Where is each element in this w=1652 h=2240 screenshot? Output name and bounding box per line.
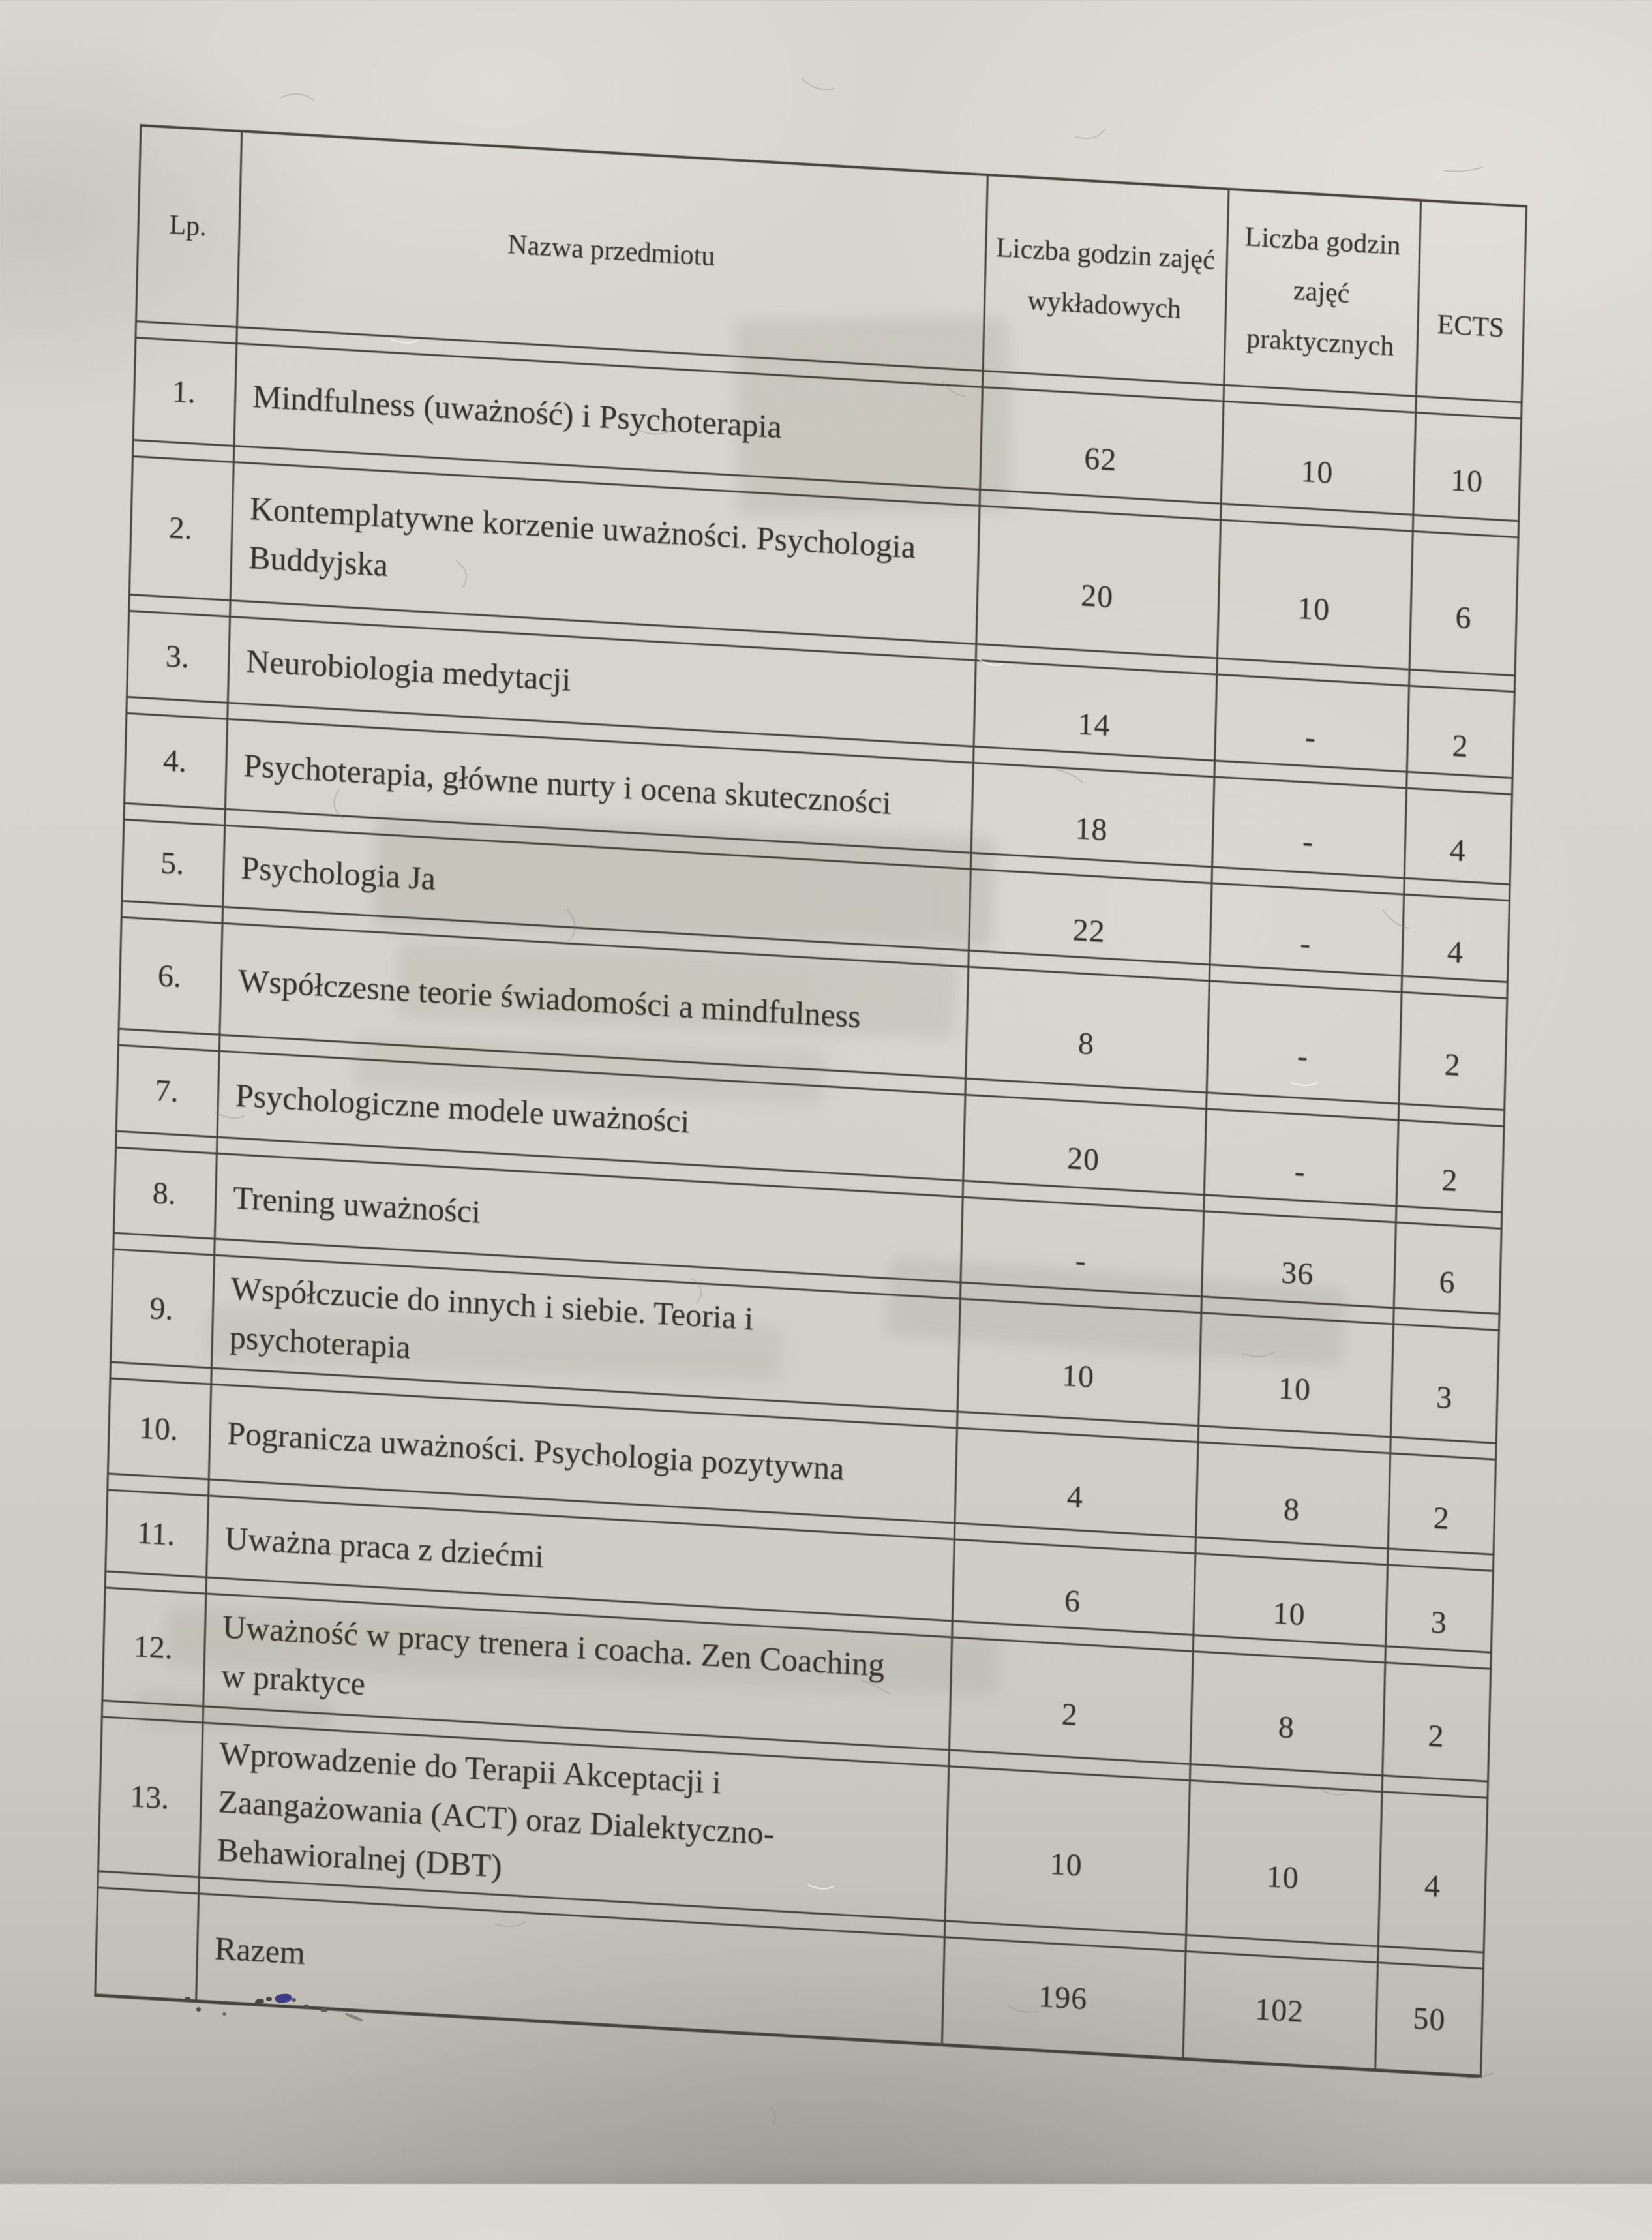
ects-cell: 2 (1387, 1452, 1497, 1556)
lp-cell: 12. (101, 1586, 205, 1707)
ects-cell: 2 (1398, 991, 1508, 1112)
subject-cell: Pogranicza uważności. Psychologia pozytywna (208, 1383, 956, 1524)
lecture-hours-cell: 20 (975, 505, 1220, 659)
ects-cell: 2 (1381, 1661, 1492, 1783)
practical-hours-cell: - (1206, 980, 1401, 1104)
lecture-hours-cell: 8 (965, 966, 1209, 1094)
ects-cell: 10 (1412, 412, 1522, 522)
subject-cell: Współczesne teorie świadomości a mindfulness (218, 922, 967, 1080)
pen-mark (196, 2007, 201, 2012)
total-ects-cell: 50 (1374, 1961, 1484, 2078)
ects-cell: 4 (1404, 787, 1513, 886)
ects-cell: 2 (1395, 1119, 1505, 1213)
practical-hours-cell: - (1203, 1108, 1398, 1207)
subject-cell: Psychologiczne modele uważności (217, 1050, 965, 1182)
subject-cell: Trening uważności (214, 1153, 962, 1284)
lp-cell: 5. (121, 819, 224, 908)
lecture-hours-cell: - (959, 1196, 1203, 1298)
header-practical-hours: Liczba godzin zajęć praktycznych (1223, 188, 1420, 397)
lp-cell: 1. (132, 337, 236, 447)
ects-cell: 3 (1390, 1323, 1500, 1444)
pen-mark (222, 2012, 226, 2016)
lp-cell: 8. (113, 1147, 216, 1240)
practical-hours-cell: 8 (1195, 1441, 1389, 1549)
total-lecture-hours-cell: 196 (941, 1936, 1185, 2061)
subject-cell: Uważność w pracy trenera i coacha. Zen Coaching w praktyce (202, 1592, 951, 1751)
lp-cell: 9. (110, 1248, 213, 1369)
header-subject-name: Nazwa przedmiotu (236, 130, 987, 372)
practical-hours-cell: 10 (1216, 519, 1412, 670)
practical-hours-cell: 8 (1189, 1650, 1384, 1776)
course-table-sheet (94, 110, 1532, 2093)
practical-hours-cell: - (1211, 776, 1405, 879)
lecture-hours-cell: 14 (972, 659, 1216, 762)
subject-cell: Mindfulness (uważność) i Psychoterapia (233, 342, 982, 491)
header-ects: ECTS (1415, 199, 1527, 404)
subject-cell: Neurobiologia medytacji (227, 616, 975, 748)
lecture-hours-cell: 20 (962, 1094, 1205, 1196)
practical-hours-cell: 10 (1197, 1312, 1392, 1438)
ects-cell: 2 (1406, 685, 1516, 779)
lecture-hours-cell: 6 (952, 1538, 1195, 1636)
lp-cell: 10. (107, 1377, 210, 1480)
ects-cell: 4 (1401, 894, 1510, 984)
lp-cell (94, 1886, 198, 2003)
practical-hours-cell: 10 (1220, 401, 1415, 516)
lp-cell: 7. (115, 1044, 218, 1138)
lecture-hours-cell: 10 (944, 1765, 1188, 1936)
practical-hours-cell: - (1209, 882, 1403, 976)
practical-hours-cell: 10 (1192, 1552, 1387, 1647)
lecture-hours-cell: 18 (970, 762, 1214, 868)
subject-cell: Psychologia Ja (222, 825, 970, 952)
ects-cell: 4 (1377, 1791, 1489, 1954)
lp-cell: 11. (104, 1489, 207, 1578)
pen-mark (266, 1997, 272, 2001)
lecture-hours-cell: 2 (948, 1636, 1192, 1765)
subject-cell: Współczucie do innych i siebie. Teoria i psychoterapia (211, 1254, 959, 1413)
lp-cell: 3. (126, 610, 229, 704)
course-table (94, 110, 1528, 2093)
lecture-hours-cell: 62 (979, 386, 1222, 505)
practical-hours-cell: 10 (1185, 1779, 1381, 1947)
lecture-hours-cell: 4 (954, 1427, 1197, 1538)
lp-cell: 13. (97, 1716, 202, 1878)
summary-label-cell: Razem (195, 1892, 944, 2046)
subject-cell: Kontemplatywne korzenie uważności. Psychologia Buddyjska (230, 461, 979, 645)
practical-hours-cell: 36 (1201, 1210, 1395, 1309)
total-practical-hours-cell: 102 (1182, 1950, 1377, 2072)
ects-cell: 6 (1409, 530, 1520, 677)
lp-cell: 4. (123, 712, 226, 810)
header-lp: Lp. (135, 124, 241, 328)
lp-cell: 2. (128, 455, 233, 601)
subject-cell: Psychoterapia, główne nurty i ocena skuteczności (224, 718, 972, 854)
lp-cell: 6. (118, 916, 222, 1036)
ects-cell: 6 (1393, 1221, 1503, 1315)
lecture-hours-cell: 22 (968, 868, 1211, 966)
pen-mark (292, 1998, 296, 2002)
subject-cell: Uważna praca z dziećmi (205, 1494, 954, 1622)
lecture-hours-cell: 10 (957, 1297, 1201, 1427)
header-lecture-hours: Liczba godzin zajęć wykładowych (982, 174, 1228, 386)
subject-cell: Wprowadzenie do Terapii Akceptacji i Zaangażowania (ACT) oraz Dialektyczno-Behawioralnej (DBT) (198, 1721, 948, 1922)
practical-hours-cell: - (1214, 673, 1408, 772)
ects-cell: 3 (1385, 1564, 1494, 1654)
